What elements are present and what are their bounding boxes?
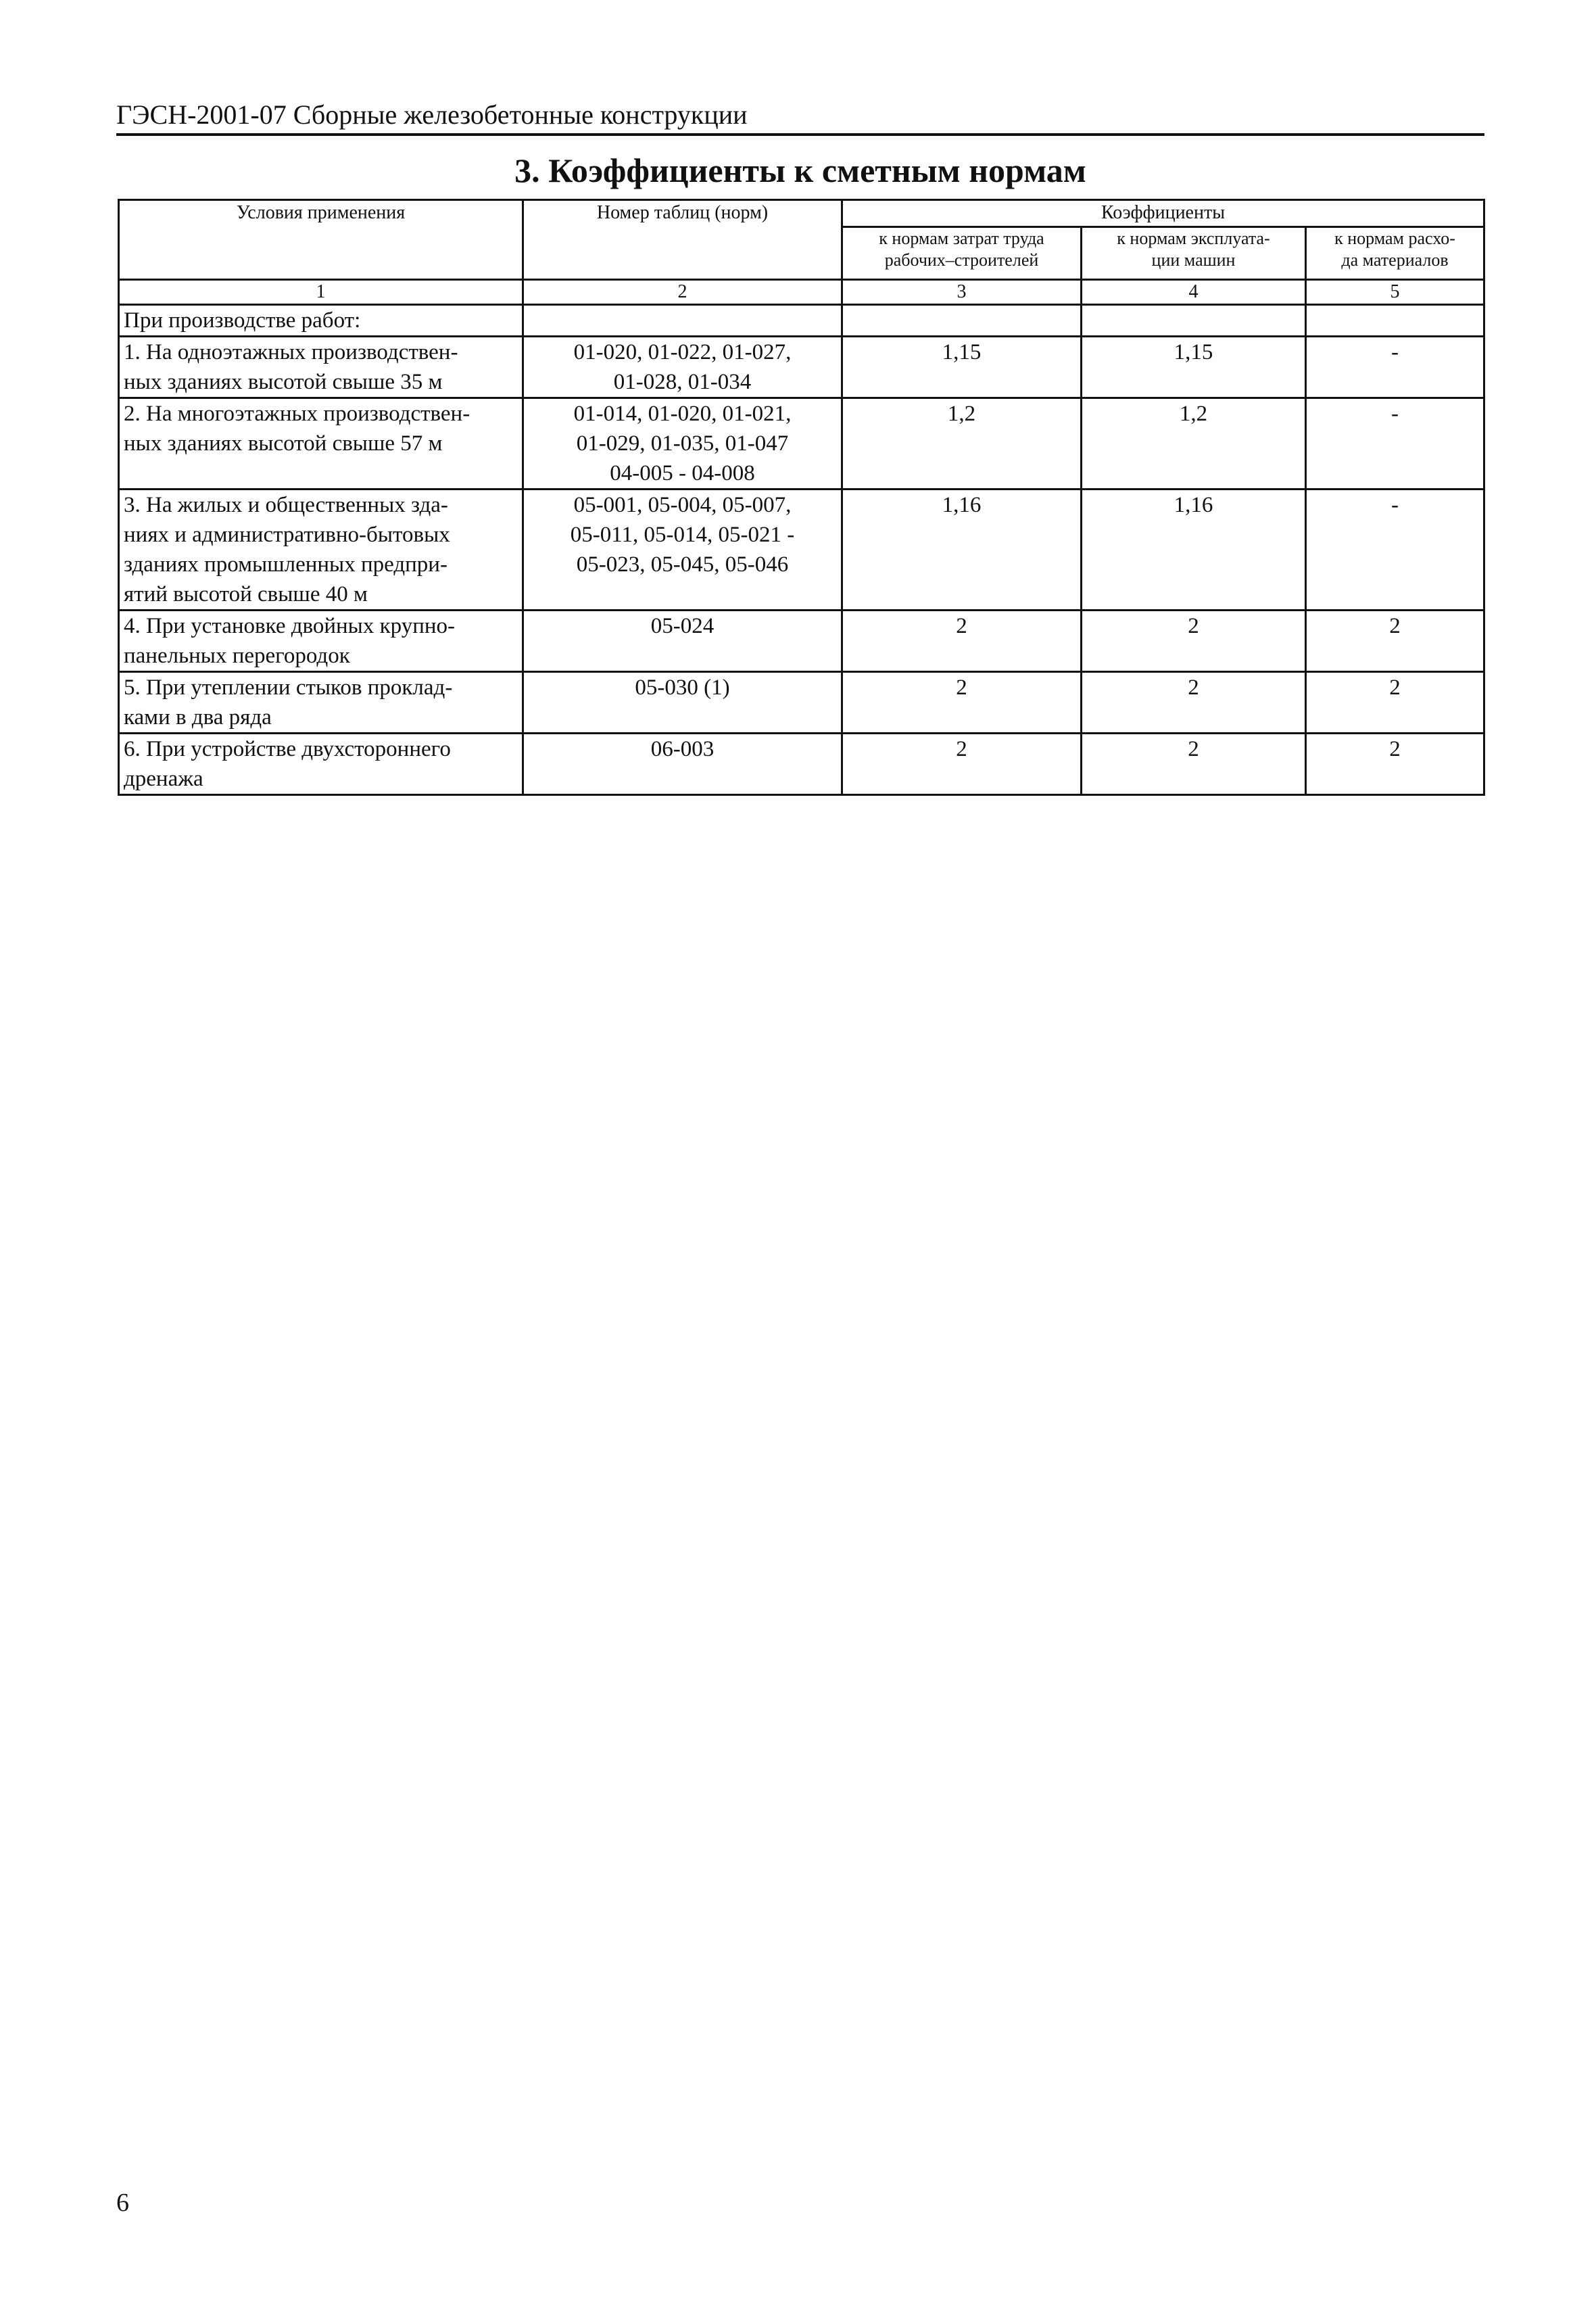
condition-cell (119, 672, 523, 734)
table-row (119, 672, 1484, 734)
condition-cell (119, 611, 523, 672)
header-materials-line-1: к нормам расхо- (1334, 229, 1455, 248)
empty-cell (1306, 305, 1484, 337)
header-rule (116, 133, 1484, 136)
table-row (119, 611, 1484, 672)
condition-line: ниях и административно-бытовых (124, 523, 450, 547)
header-conditions: Условия применения (119, 200, 523, 280)
materials-coefficient: 2 (1306, 611, 1484, 672)
column-number: 2 (523, 280, 842, 305)
table-numbers-line: 06-003 (650, 737, 715, 761)
header-coefficients: Коэффициенты (842, 200, 1484, 227)
table-numbers-cell (523, 398, 842, 490)
condition-line: зданиях промышленных предпри- (124, 552, 448, 577)
header-labor-line-2: рабочих–строителей (884, 250, 1039, 270)
table-numbers-line: 05-001, 05-004, 05-007, (573, 493, 792, 517)
column-number: 4 (1082, 280, 1306, 305)
condition-line: панельных перегородок (124, 644, 350, 668)
condition-cell (119, 734, 523, 795)
table-numbers-line: 05-024 (650, 614, 715, 638)
labor-coefficient: 2 (842, 672, 1082, 734)
header-table-numbers: Номер таблиц (норм) (523, 200, 842, 280)
table-row (119, 337, 1484, 398)
condition-line: ятий высотой свыше 40 м (124, 582, 368, 606)
labor-coefficient: 1,2 (842, 398, 1082, 490)
header-machines-line-1: к нормам эксплуата- (1117, 229, 1270, 248)
condition-line: 1. На одноэтажных производствен- (124, 340, 458, 364)
materials-coefficient: - (1306, 490, 1484, 611)
table-numbers-cell (523, 337, 842, 398)
empty-cell (1082, 305, 1306, 337)
machines-coefficient: 2 (1082, 611, 1306, 672)
condition-cell (119, 398, 523, 490)
table-row (119, 734, 1484, 795)
header-machines (1082, 227, 1306, 280)
table-numbers-line: 04-005 - 04-008 (610, 461, 755, 485)
materials-coefficient: - (1306, 398, 1484, 490)
running-header: ГЭСН-2001-07 Сборные железобетонные конструкции (116, 99, 748, 130)
condition-line: 3. На жилых и общественных зда- (124, 493, 448, 517)
materials-coefficient: 2 (1306, 672, 1484, 734)
table-numbers-line: 01-028, 01-034 (613, 370, 752, 394)
table-numbers-line: 01-014, 01-020, 01-021, (573, 402, 792, 426)
table-numbers-cell (523, 672, 842, 734)
machines-coefficient: 2 (1082, 672, 1306, 734)
section-title: 3. Коэффициенты к сметным нормам (514, 151, 1086, 189)
condition-line: дренажа (124, 767, 203, 791)
table-numbers-line: 01-029, 01-035, 01-047 (576, 431, 789, 456)
header-labor (842, 227, 1082, 280)
condition-line: 4. При установке двойных крупно- (124, 614, 456, 638)
condition-line: ками в два ряда (124, 705, 272, 730)
column-number: 3 (842, 280, 1082, 305)
machines-coefficient: 2 (1082, 734, 1306, 795)
header-materials-line-2: да материалов (1341, 250, 1449, 270)
empty-cell (842, 305, 1082, 337)
table-row (119, 398, 1484, 490)
condition-line: 5. При утеплении стыков проклад- (124, 675, 453, 700)
table-numbers-cell (523, 611, 842, 672)
table-numbers-cell (523, 734, 842, 795)
table-numbers-cell (523, 490, 842, 611)
table-numbers-line: 05-011, 05-014, 05-021 - (570, 523, 795, 547)
table-numbers-line: 01-020, 01-022, 01-027, (573, 340, 792, 364)
column-number-row (119, 280, 1484, 305)
condition-line: 2. На многоэтажных производствен- (124, 402, 470, 426)
group-row (119, 305, 1484, 337)
header-labor-line-1: к нормам затрат труда (879, 229, 1044, 248)
machines-coefficient: 1,16 (1082, 490, 1306, 611)
materials-coefficient: 2 (1306, 734, 1484, 795)
condition-line: ных зданиях высотой свыше 57 м (124, 431, 443, 456)
page-number: 6 (116, 2189, 129, 2217)
table-row (119, 490, 1484, 611)
table-numbers-line: 05-023, 05-045, 05-046 (576, 552, 789, 577)
header-materials (1306, 227, 1484, 280)
group-label: При производстве работ: (119, 305, 523, 337)
column-number: 5 (1306, 280, 1484, 305)
column-number: 1 (119, 280, 523, 305)
empty-cell (523, 305, 842, 337)
header-row-top (119, 200, 1484, 227)
condition-cell (119, 490, 523, 611)
table-numbers-line: 05-030 (1) (635, 675, 730, 700)
header-machines-line-2: ции машин (1151, 250, 1236, 270)
labor-coefficient: 2 (842, 611, 1082, 672)
condition-cell (119, 337, 523, 398)
materials-coefficient: - (1306, 337, 1484, 398)
labor-coefficient: 1,16 (842, 490, 1082, 611)
condition-line: ных зданиях высотой свыше 35 м (124, 370, 443, 394)
machines-coefficient: 1,15 (1082, 337, 1306, 398)
labor-coefficient: 2 (842, 734, 1082, 795)
coefficients-table (118, 199, 1485, 796)
condition-line: 6. При устройстве двухстороннего (124, 737, 451, 761)
machines-coefficient: 1,2 (1082, 398, 1306, 490)
labor-coefficient: 1,15 (842, 337, 1082, 398)
